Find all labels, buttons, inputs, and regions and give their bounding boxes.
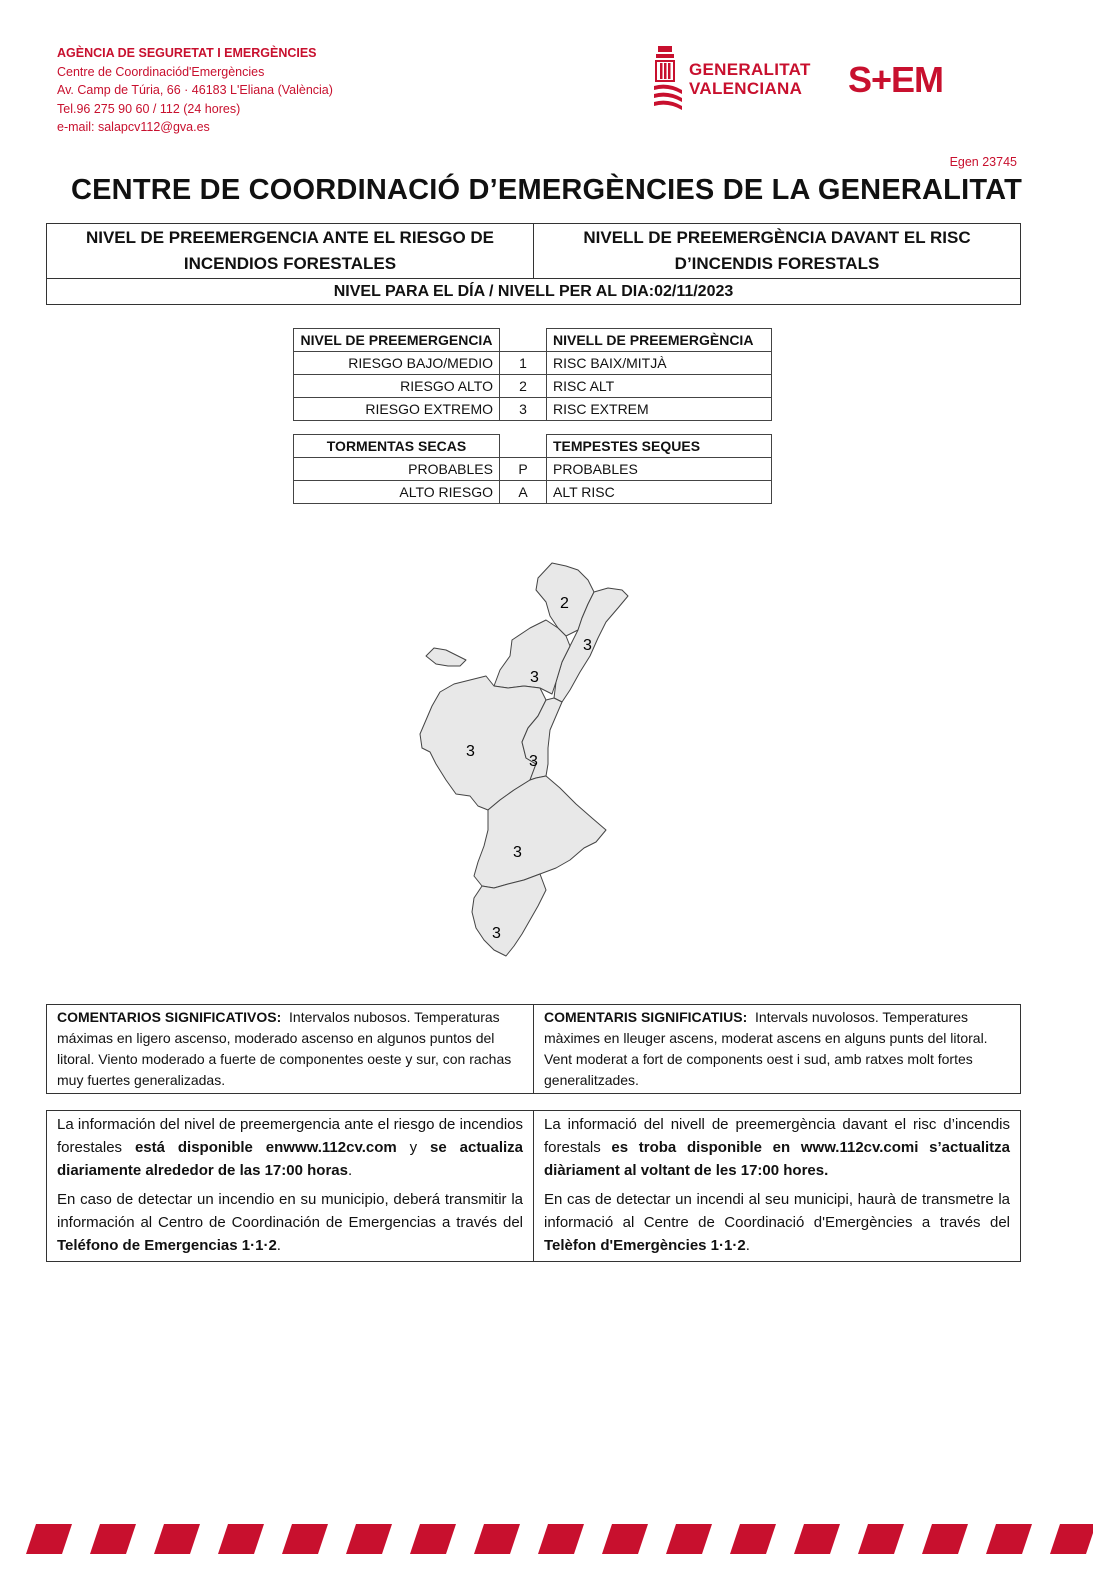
legend-va: RISC EXTREM (547, 398, 772, 421)
info-phone: Telèfon d'Emergències 1·1·2 (544, 1237, 746, 1254)
generalitat-wordmark (689, 60, 811, 98)
generalitat-emblem-icon (652, 44, 686, 112)
legend-es: RIESGO EXTREMO (294, 398, 500, 421)
comments-es-text: Intervalos nubosos. Temperaturas máximas en ligero ascenso, moderado ascenso en algunos puntos del litoral. Viento moderado a fuerte de componentes oeste y sur, con rachas muy fuertes generalizadas. (57, 1009, 512, 1088)
legend-levels-header-va: NIVELL DE PREEMERGÈNCIA (547, 329, 772, 352)
generalitat-line1: GENERALITAT (689, 60, 811, 79)
comments-va-text: Intervals nuvolosos. Temperatures màximes en lleuger ascens, moderat ascens en alguns punts del litoral. Vent moderat a fort de components oest i sud, amb ratxes molt fortes generalitzades. (544, 1009, 988, 1088)
sem-logo: S+EM (848, 59, 944, 100)
footer-stripe (858, 1524, 904, 1554)
title-table (46, 223, 1021, 305)
comments-va (534, 1005, 1021, 1094)
agency-centre: Centre de Coordinaciód'Emergències (57, 64, 265, 79)
info-phone: Teléfono de Emergencias 1·1·2 (57, 1237, 277, 1254)
comments-va-label: COMENTARIS SIGNIFICATIUS: (544, 1009, 748, 1025)
legend-levels-table (293, 328, 772, 421)
comments-es (47, 1005, 534, 1094)
legend-code: 1 (500, 352, 547, 375)
info-website: es troba disponible en www.112cv.comi s’actualitza diàriament al voltant de les 17:00 hores. (544, 1139, 1010, 1179)
footer-stripe (26, 1524, 72, 1554)
info-es-paragraph (57, 1113, 523, 1182)
legend-es: ALTO RIESGO (294, 481, 500, 504)
agency-address: Av. Camp de Túria, 66 · 46183 L'Eliana (València) (57, 83, 333, 97)
legend-es: RIESGO BAJO/MEDIO (294, 352, 500, 375)
info-text: La informació del nivell de preemergència davant el risc d’incendis forestals (544, 1116, 1010, 1156)
page-title: CENTRE DE COORDINACIÓ D’EMERGÈNCIES DE LA GENERALITAT (71, 174, 1022, 206)
date-row: NIVEL PARA EL DÍA / NIVELL PER AL DIA:02/11/2023 (47, 279, 1021, 305)
footer-stripe (1050, 1524, 1093, 1554)
legend-storms-header-es: TORMENTAS SECAS (294, 435, 500, 458)
comments-table (46, 1004, 1021, 1094)
info-text: . (745, 1237, 750, 1254)
info-text: En cas de detectar un incendi al seu municipi, haurà de transmetre la informació al Centre de Coordinació d'Emergències a través del (544, 1191, 1010, 1231)
agency-contact-block (57, 44, 333, 137)
legend-row (294, 481, 772, 504)
footer-stripe (410, 1524, 456, 1554)
document-reference: Egen 23745 (949, 155, 1017, 169)
legend-es: RIESGO ALTO (294, 375, 500, 398)
map-label: 3 (529, 753, 538, 770)
footer-stripe (218, 1524, 264, 1554)
legend-row (294, 458, 772, 481)
legend-storms-header-va: TEMPESTES SEQUES (547, 435, 772, 458)
info-update-time: se actualiza diariamente alrededor de las 17:00 horas (57, 1139, 523, 1179)
legend-va: ALT RISC (547, 481, 772, 504)
map-zone (426, 648, 466, 666)
footer-stripe (282, 1524, 328, 1554)
map-label: 3 (513, 844, 522, 861)
map-label: 3 (530, 669, 539, 686)
legend-code: 3 (500, 398, 547, 421)
footer-stripe (730, 1524, 776, 1554)
info-text: En caso de detectar un incendio en su municipio, deberá transmitir la información al Centro de Coordinación de Emergencias a través del (57, 1191, 523, 1231)
legend-code: A (500, 481, 547, 504)
footer-stripe (154, 1524, 200, 1554)
footer-stripe (538, 1524, 584, 1554)
legend-levels-header-es: NIVEL DE PREEMERGENCIA (294, 329, 500, 352)
legend-va: RISC ALT (547, 375, 772, 398)
footer-stripe (602, 1524, 648, 1554)
generalitat-line2: VALENCIANA (689, 79, 803, 98)
footer-stripe (922, 1524, 968, 1554)
footer-stripes (0, 1524, 1093, 1554)
legend-code: 2 (500, 375, 547, 398)
risk-zones-map (410, 555, 640, 965)
legend-va: PROBABLES (547, 458, 772, 481)
info-text: . (347, 1162, 353, 1179)
map-label: 3 (492, 925, 501, 942)
title-va: NIVELL DE PREEMERGÈNCIA DAVANT EL RISC D’INCENDIS FORESTALS (534, 224, 1021, 279)
title-es: NIVEL DE PREEMERGENCIA ANTE EL RIESGO DE INCENDIOS FORESTALES (47, 224, 534, 279)
footer-stripe (474, 1524, 520, 1554)
agency-phone: Tel.96 275 90 60 / 112 (24 hores) (57, 101, 241, 116)
legend-va: RISC BAIX/MITJÀ (547, 352, 772, 375)
info-es-paragraph (57, 1188, 523, 1257)
map-label: 3 (583, 637, 592, 654)
info-text: y (396, 1139, 431, 1156)
footer-stripe (346, 1524, 392, 1554)
comments-es-label: COMENTARIOS SIGNIFICATIVOS: (57, 1009, 282, 1025)
legend-code: P (500, 458, 547, 481)
footer-stripe (986, 1524, 1032, 1554)
legend-row (294, 398, 772, 421)
info-text: La información del nivel de preemergencia ante el riesgo de incendios forestales (57, 1116, 523, 1156)
info-va-paragraph (544, 1188, 1010, 1257)
legend-es: PROBABLES (294, 458, 500, 481)
map-zone (472, 874, 546, 956)
legend-storms-table (293, 434, 772, 504)
map-label: 3 (466, 743, 475, 760)
legend-row (294, 375, 772, 398)
info-va-paragraph (544, 1113, 1010, 1182)
footer-stripe (666, 1524, 712, 1554)
legend-row (294, 352, 772, 375)
info-website: está disponible enwww.112cv.com (134, 1139, 397, 1156)
agency-name: AGÈNCIA DE SEGURETAT I EMERGÈNCIES (57, 46, 317, 60)
map-label: 2 (560, 595, 569, 612)
info-table (46, 1110, 1021, 1262)
info-text: . (276, 1237, 281, 1254)
footer-stripe (90, 1524, 136, 1554)
info-va (534, 1111, 1021, 1262)
info-es (47, 1111, 534, 1262)
footer-stripe (794, 1524, 840, 1554)
agency-email: e-mail: salapcv112@gva.es (57, 120, 210, 134)
